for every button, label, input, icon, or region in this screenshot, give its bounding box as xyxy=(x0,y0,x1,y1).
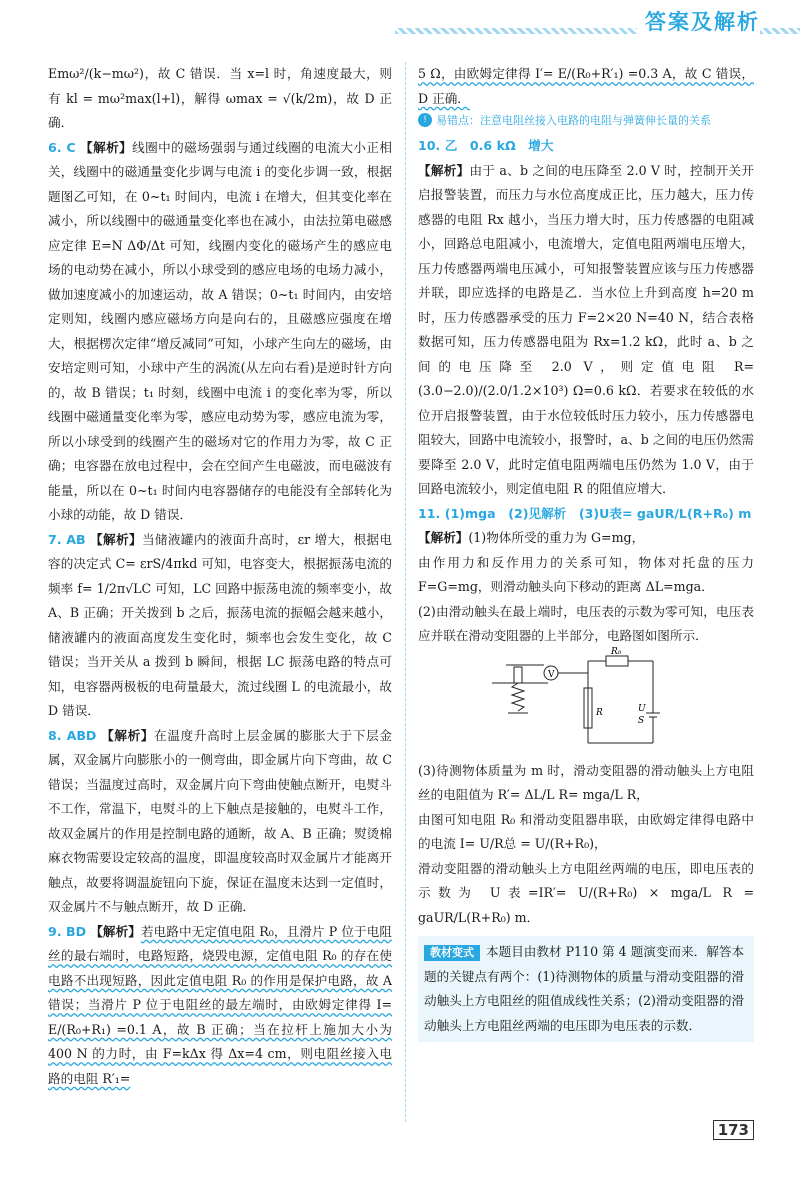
u-label: U xyxy=(638,703,646,714)
answer-text: 由于 a、b 之间的电压降至 2.0 V 时，控制开关开启报警装置，而压力与水位高度成正比，压力越大，压力传感器的电阻 Rx 越小，当压力增大时，压力传感器的电阻减小，回路总电阻减小，电流增大，定值电阻两端电压增大，压力传感器两端电压减小，可知报警装置应该与压力传感器并联，即应选择的电路是乙．当水位上升到高度 h=20 m 时，压力传感器承受的压力 F=2×20 N=40 N，结合表格数据可知，压力传感器电阻为 Rx=1.2 kΩ，此时 a、b 之间的电压降至 2.0 V，则定值电阻 R= (3.0−2.0)/(2.0/1.2×10³) Ω=0.6 kΩ．若要求在较低的水位开启报警装置，由于水位较低时压力较小，压力传感器电阻较大，回路中电流较小，报警时，a、b 之间的电压仍然需要降至 2.0 V，此时定值电阻两端电压仍然为 1.0 V，由于回路电流较小，则定值电阻 R 的阻值应增大． xyxy=(418,162,755,496)
answer-5-continued: Emω²/(k−mω²)，故 C 错误．当 x=l 时，角速度最大，则有 kl = mω²max(l+l)，解得 ωmax = √(k/2m)，故 D 正确． xyxy=(48,66,392,130)
question-number: 9. BD xyxy=(48,923,87,939)
question-number: 8. ABD xyxy=(48,727,97,743)
warning-icon: ! xyxy=(418,113,432,127)
s-label: S xyxy=(638,715,645,726)
answer-7 xyxy=(48,528,392,724)
answer-11-head: 11. (1)mga (2)见解析 (3)U表= gaUR/L(R+R₀) m xyxy=(418,505,752,521)
answer-6 xyxy=(48,136,392,528)
answer-text: 线圈中的磁场强弱与通过线圈的电流大小正相关，线圈中的磁通量变化步调与电流 i 的变化步调一致，根据题图乙可知，在 0~t₁ 时间内，电流 i 在增大，但其变化率在减小，所以线圈中的磁通量变化率也在减小，由法拉第电磁感应定律 E=N ΔΦ/Δt 可知，线圈内变化的磁场产生的感应电场的电动势在减小，所以小球受到的感应电场的电场力减小，做加速度减小的加速运动，故 A 错误；0~t₁ 时间内，由安培定则知，线圈内感应磁场方向是向右的，且磁感应强度在增大，根据楞次定律“增反减同”可知，小球产生向左的磁场，由安培定则可知，小球中产生的涡流(从左向右看)是逆时针方向的，故 B 错误；t₁ 时刻，线圈中电流 i 的变化率为零，所以线圈中磁通量变化率为零，感应电动势为零，感应电流为零，所以小球受到的线圈产生的磁场对它的作用力为零，故 C 正确；电容器在放电过程中，会在空间产生电磁波，而电磁波有能量，所以在 0~t₁ 时间内电容器储存的电能没有全部转化为小球的动能，故 D 错误． xyxy=(48,139,392,522)
analysis-tag: 【解析】 xyxy=(90,923,141,939)
answer-10-head: 10. 乙 0.6 kΩ 增大 xyxy=(418,138,554,153)
answer-text: 在温度升高时上层金属的膨胀大于下层金属，双金属片向膨胀小的一侧弯曲，即金属片向下弯曲，故 C 错误；当温度过高时，双金属片向下弯曲使触点断开，电熨斗不工作，常温下，电熨斗的上下触点是接触的，电熨斗工作，故双金属片的作用是控制电路的通断，故 A、B 正确；熨烫棉麻衣物需要设定较高的温度，即温度较高时双金属片才能离开触点，故要将调温旋钮向下旋，保证在温度未达到一定值时，双金属片不与触点断开，故 D 正确． xyxy=(48,727,393,914)
variant-text: 本题目由教材 P110 第 4 题演变而来．解答本题的关键点有两个：(1)待测物体的质量与滑动变阻器的滑动触头上方电阻丝的阻值成线性关系；(2)滑动变阻器的滑动触头上方电阻丝两端的电压即为电压表的示数． xyxy=(424,944,745,1033)
header-title: 答案及解析 xyxy=(637,6,760,36)
answer-8 xyxy=(48,724,392,920)
voltmeter-label: V xyxy=(548,669,555,680)
circuit-diagram xyxy=(488,646,678,753)
analysis-tag: 【解析】 xyxy=(418,162,470,178)
answer-9-continued: 5 Ω，由欧姆定律得 I′= E/(R₀+R′₁) =0.3 A，故 C 错误，D 正确． xyxy=(418,66,754,106)
error-note xyxy=(418,113,754,128)
left-column xyxy=(48,62,392,1091)
question-number: 6. C xyxy=(48,139,76,155)
answer-11-part3b: 由图可知电阻 R₀ 和滑动变阻器串联，由欧姆定律得电路中的电流 I= U/R总 = U/(R+R₀)， xyxy=(418,811,754,851)
r-label: R xyxy=(596,707,603,718)
answer-11-part3c: 滑动变阻器的滑动触头上方电阻丝两端的电压，即电压表的示数为 U表=IR′= U/(R+R₀) × mga/L R = gaUR/L(R+R₀) m． xyxy=(418,860,754,925)
column-divider xyxy=(405,62,406,1122)
analysis-tag: 【解析】 xyxy=(80,139,133,155)
note-text: 易错点：注意电阻丝接入电路的电阻与弹簧伸长量的关系 xyxy=(436,114,711,127)
question-number: 7. AB xyxy=(48,531,86,547)
answer-11-part2: (2)由滑动触头在最上端时，电压表的示数为零可知，电压表应并联在滑动变阻器的上半部分，电路图如图所示． xyxy=(418,603,754,643)
page-number: 173 xyxy=(713,1120,754,1140)
right-column xyxy=(418,62,754,1042)
answer-text: (1)物体所受的重力为 G=mg， xyxy=(468,530,645,545)
analysis-tag: 【解析】 xyxy=(90,531,142,547)
answer-11-part3: (3)待测物体质量为 m 时，滑动变阻器的滑动触头上方电阻丝的电阻值为 R′= ΔL/L R= mga/L R， xyxy=(418,762,754,802)
variant-tag: 教材变式 xyxy=(424,945,480,961)
textbook-variant-box xyxy=(418,936,754,1042)
analysis-tag: 【解析】 xyxy=(418,530,469,545)
answer-9 xyxy=(48,920,392,1092)
answer-11-part1b: 由作用力和反作用力的关系可知，物体对托盘的压力 F=G=mg，则滑动触头向下移动的距离 ΔL=mga． xyxy=(418,554,754,594)
answer-text: 当储液罐内的液面升高时，εr 增大，根据电容的决定式 C= εrS/4πkd 可知，电容变大，根据振荡电流的频率 f= 1/2π√LC 可知，LC 回路中振荡电流的频率变小，故 A、B 正确；开关拨到 b 之后，振荡电流的振幅会越来越小，储液罐内的液面高度发生变化时，频率也会发生变化，故 C 错误；当开关从 a 拨到 b 瞬间，根据 LC 振荡电路的特点可知，电容器两极板的电荷量最大，流过线圈 L 的电流最小，故 D 错误． xyxy=(48,531,392,718)
answer-10 xyxy=(418,159,754,502)
answer-11-part1 xyxy=(418,526,754,551)
answer-text: 若电路中无定值电阻 R₀，且滑片 P 位于电阻丝的最右端时，电路短路，烧毁电源，定值电阻 R₀ 的存在使电路不出现短路，因此定值电阻 R₀ 的作用是保护电路，故 A 错误；当滑片 P 位于电阻丝的最左端时，由欧姆定律得 I= E/(R₀+R₁) =0.1 A，故 B 正确；当在拉杆上施加大小为 400 N 的力时，由 F=kΔx 得 Δx=4 cm，则电阻丝接入电路的电阻 R′₁= xyxy=(48,923,393,1086)
analysis-tag: 【解析】 xyxy=(101,727,155,743)
header-bar xyxy=(0,0,800,50)
r0-label: R₀ xyxy=(611,646,622,657)
